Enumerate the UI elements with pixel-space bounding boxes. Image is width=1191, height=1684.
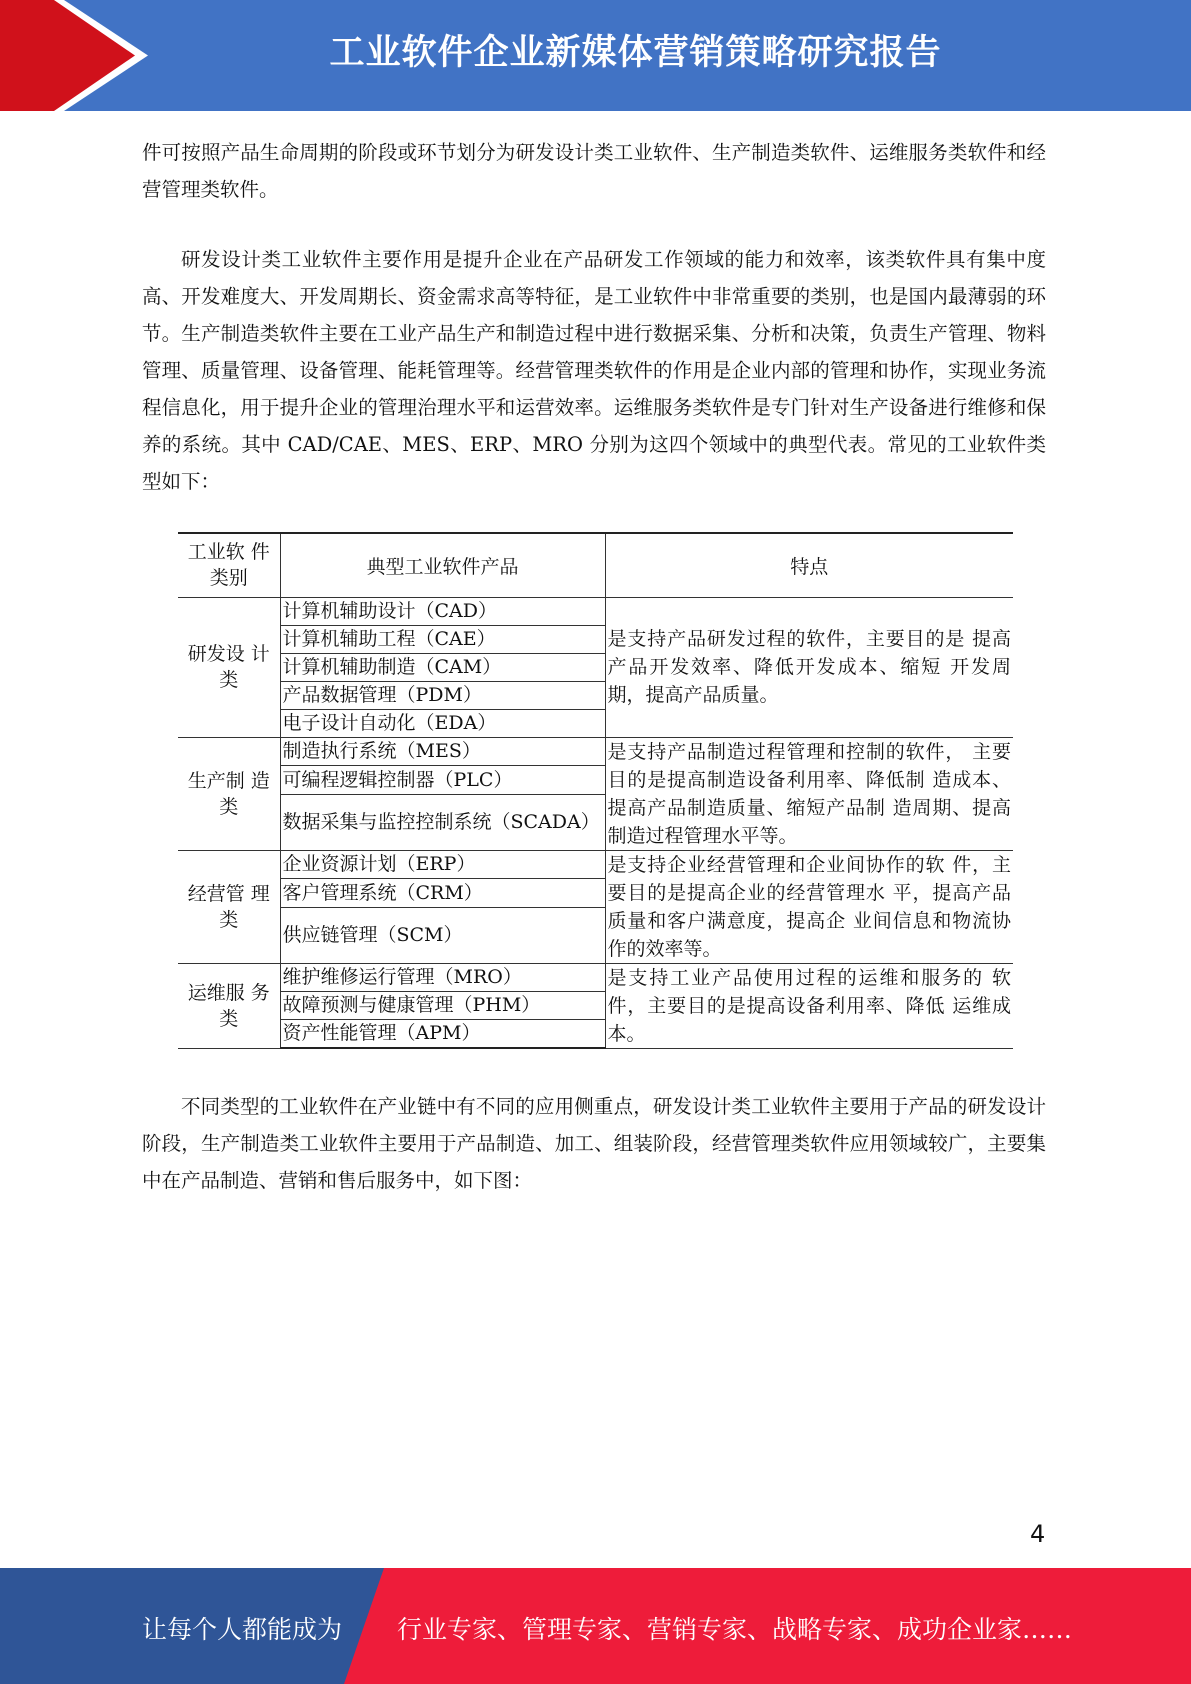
category-cell: 经营管 理类 <box>178 850 280 963</box>
header-products: 典型工业软件产品 <box>280 533 605 597</box>
product-cell: 可编程逻辑控制器（PLC） <box>280 766 605 795</box>
software-category-table <box>178 532 1013 1049</box>
feature-cell: 是支持产品研发过程的软件，主要目的是 提高产品开发效率、降低开发成本、缩短 开发周期，提高产品质量。 <box>605 597 1013 737</box>
header-category: 工业软 件类别 <box>178 533 280 597</box>
product-cell: 资产性能管理（APM） <box>280 1019 605 1048</box>
body-paragraph: 件可按照产品生命周期的阶段或环节划分为研发设计类工业软件、生产制造类软件、运维服务类软件和经营管理类软件。 <box>142 141 1046 201</box>
body-paragraph: 不同类型的工业软件在产业链中有不同的应用侧重点，研发设计类工业软件主要用于产品的研发设计阶段，生产制造类工业软件主要用于产品制造、加工、组装阶段，经营管理类软件应用领域较广，主要集中在产品制造、营销和售后服务中，如下图： <box>142 1095 1046 1192</box>
header-banner <box>0 0 1191 111</box>
product-cell: 计算机辅助设计（CAD） <box>280 597 605 625</box>
product-cell: 数据采集与监控控制系统（SCADA） <box>280 795 605 851</box>
feature-cell: 是支持产品制造过程管理和控制的软件， 主要目的是提高制造设备利用率、降低制 造成本、提高产品制造质量、缩短产品制 造周期、提高制造过程管理水平等。 <box>605 737 1013 850</box>
product-cell: 维护维修运行管理（MRO） <box>280 963 605 991</box>
footer-slogan-left: 让每个人都能成为 <box>142 1615 343 1644</box>
feature-cell: 是支持工业产品使用过程的运维和服务的 软件，主要目的是提高设备利用率、降低 运维成本。 <box>605 963 1013 1048</box>
product-cell: 制造执行系统（MES） <box>280 737 605 766</box>
table-row <box>178 963 1013 991</box>
header-features: 特点 <box>605 533 1013 597</box>
product-cell: 产品数据管理（PDM） <box>280 681 605 709</box>
product-cell: 计算机辅助制造（CAM） <box>280 653 605 681</box>
product-cell: 企业资源计划（ERP） <box>280 850 605 879</box>
footer-slogan-right: 行业专家、管理专家、营销专家、战略专家、成功企业家…… <box>397 1615 1073 1644</box>
product-cell: 供应链管理（SCM） <box>280 908 605 964</box>
product-cell: 电子设计自动化（EDA） <box>280 709 605 737</box>
category-cell: 研发设 计类 <box>178 597 280 737</box>
table-row <box>178 597 1013 625</box>
body-paragraph: 研发设计类工业软件主要作用是提升企业在产品研发工作领域的能力和效率，该类软件具有集中度高、开发难度大、开发周期长、资金需求高等特征，是工业软件中非常重要的类别，也是国内最薄弱的环节。生产制造类软件主要在工业产品生产和制造过程中进行数据采集、分析和决策，负责生产管理、物料管理、质量管理、设备管理、能耗管理等。经营管理类软件的作用是企业内部的管理和协作，实现业务流程信息化，用于提升企业的管理治理水平和运营效率。运维服务类软件是专门针对生产设备进行维修和保养的系统。其中 CAD/CAE、MES、ERP、MRO 分别为这四个领域中的典型代表。常见的工业软件类型如下： <box>142 248 1046 493</box>
page-number: 4 <box>1030 1520 1046 1548</box>
footer-banner <box>0 1568 1191 1684</box>
product-cell: 计算机辅助工程（CAE） <box>280 625 605 653</box>
category-cell: 运维服 务类 <box>178 963 280 1048</box>
product-cell: 故障预测与健康管理（PHM） <box>280 991 605 1019</box>
product-cell: 客户管理系统（CRM） <box>280 879 605 908</box>
table-header-row <box>178 533 1013 597</box>
report-title: 工业软件企业新媒体营销策略研究报告 <box>329 33 942 73</box>
header-chevron-decoration <box>0 0 160 111</box>
table-row <box>178 737 1013 766</box>
feature-cell: 是支持企业经营管理和企业间协作的软 件，主要目的是提高企业的经营管理水 平，提高产品质量和客户满意度，提高企 业间信息和物流协作的效率等。 <box>605 850 1013 963</box>
category-cell: 生产制 造类 <box>178 737 280 850</box>
table-row <box>178 850 1013 879</box>
